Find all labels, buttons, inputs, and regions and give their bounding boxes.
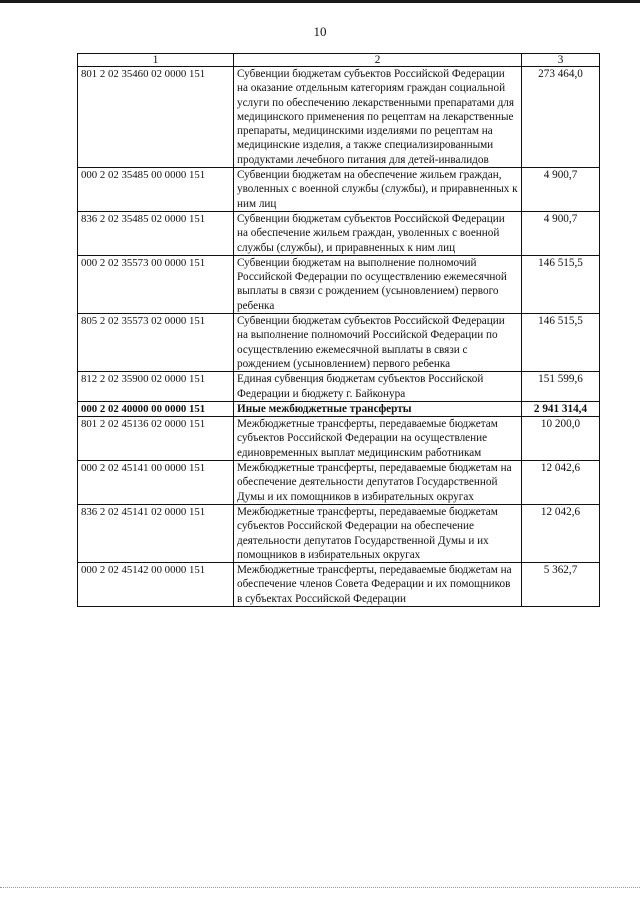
description-cell: Субвенции бюджетам на обеспечение жильем граждан, уволенных с военной службы (службы), и приравненных к ним лиц: [234, 168, 522, 212]
budget-code-cell: 836 2 02 45141 02 0000 151: [78, 504, 234, 562]
table-row: [78, 461, 600, 505]
amount-cell: 273 464,0: [522, 67, 600, 168]
amount-cell: 146 515,5: [522, 314, 600, 372]
column-header-name: 2: [234, 54, 522, 67]
description-cell: Межбюджетные трансферты, передаваемые бюджетам субъектов Российской Федерации на обеспечение деятельности депутатов Государственной Думы и их помощников в избирательных округах: [234, 504, 522, 562]
amount-cell: 151 599,6: [522, 372, 600, 402]
budget-code-cell: 812 2 02 35900 02 0000 151: [78, 372, 234, 402]
table-row: [78, 255, 600, 313]
amount-cell: 2 941 314,4: [522, 401, 600, 416]
budget-code-cell: 000 2 02 45141 00 0000 151: [78, 461, 234, 505]
description-cell: Субвенции бюджетам на выполнение полномочий Российской Федерации по осуществлению ежемесячной выплаты в связи с рождением (усыновлением) первого ребенка: [234, 255, 522, 313]
budget-code-cell: 801 2 02 45136 02 0000 151: [78, 417, 234, 461]
budget-table: [77, 53, 600, 607]
description-cell: Иные межбюджетные трансферты: [234, 401, 522, 416]
table-row: [78, 504, 600, 562]
table-row: [78, 314, 600, 372]
budget-code-cell: 801 2 02 35460 02 0000 151: [78, 67, 234, 168]
top-border-rule: [0, 0, 640, 3]
budget-code-cell: 000 2 02 40000 00 0000 151: [78, 401, 234, 416]
description-cell: Субвенции бюджетам субъектов Российской Федерации на выполнение полномочий Российской Федерации по осуществлению ежемесячной выплаты в связи с рождением (усыновлением) первого ребенка: [234, 314, 522, 372]
budget-code-cell: 000 2 02 35485 00 0000 151: [78, 168, 234, 212]
amount-cell: 12 042,6: [522, 504, 600, 562]
amount-cell: 146 515,5: [522, 255, 600, 313]
table-row: [78, 563, 600, 607]
amount-cell: 10 200,0: [522, 417, 600, 461]
amount-cell: 5 362,7: [522, 563, 600, 607]
table-row: [78, 417, 600, 461]
budget-code-cell: 805 2 02 35573 02 0000 151: [78, 314, 234, 372]
table-header-row: [78, 54, 600, 67]
amount-cell: 12 042,6: [522, 461, 600, 505]
description-cell: Субвенции бюджетам субъектов Российской Федерации на оказание отдельным категориям граждан социальной услуги по обеспечению лекарственными препаратами для медицинского применения по рецептам на лекарственные препараты, медицинскими изделиями по рецептам на медицинские изделия, а также специализированными продуктами лечебного питания для детей-инвалидов: [234, 67, 522, 168]
description-cell: Межбюджетные трансферты, передаваемые бюджетам субъектов Российской Федерации на осуществление единовременных выплат медицинским работникам: [234, 417, 522, 461]
budget-code-cell: 000 2 02 35573 00 0000 151: [78, 255, 234, 313]
description-cell: Межбюджетные трансферты, передаваемые бюджетам на обеспечение деятельности депутатов Государственной Думы и их помощников в избирательных округах: [234, 461, 522, 505]
table-row: [78, 401, 600, 416]
amount-cell: 4 900,7: [522, 168, 600, 212]
column-header-code: 1: [78, 54, 234, 67]
page-number: 10: [313, 24, 327, 39]
table-row: [78, 168, 600, 212]
bottom-scan-line: [0, 887, 640, 889]
budget-code-cell: 836 2 02 35485 02 0000 151: [78, 211, 234, 255]
table-row: [78, 211, 600, 255]
amount-cell: 4 900,7: [522, 211, 600, 255]
table-row: [78, 67, 600, 168]
table-row: [78, 372, 600, 402]
description-cell: Единая субвенция бюджетам субъектов Российской Федерации и бюджету г. Байконура: [234, 372, 522, 402]
description-cell: Межбюджетные трансферты, передаваемые бюджетам на обеспечение членов Совета Федерации и их помощников в субъектах Российской Федерации: [234, 563, 522, 607]
description-cell: Субвенции бюджетам субъектов Российской Федерации на обеспечение жильем граждан, уволенных с военной службы (службы), и приравненных к ним лиц: [234, 211, 522, 255]
budget-code-cell: 000 2 02 45142 00 0000 151: [78, 563, 234, 607]
column-header-amount: 3: [522, 54, 600, 67]
